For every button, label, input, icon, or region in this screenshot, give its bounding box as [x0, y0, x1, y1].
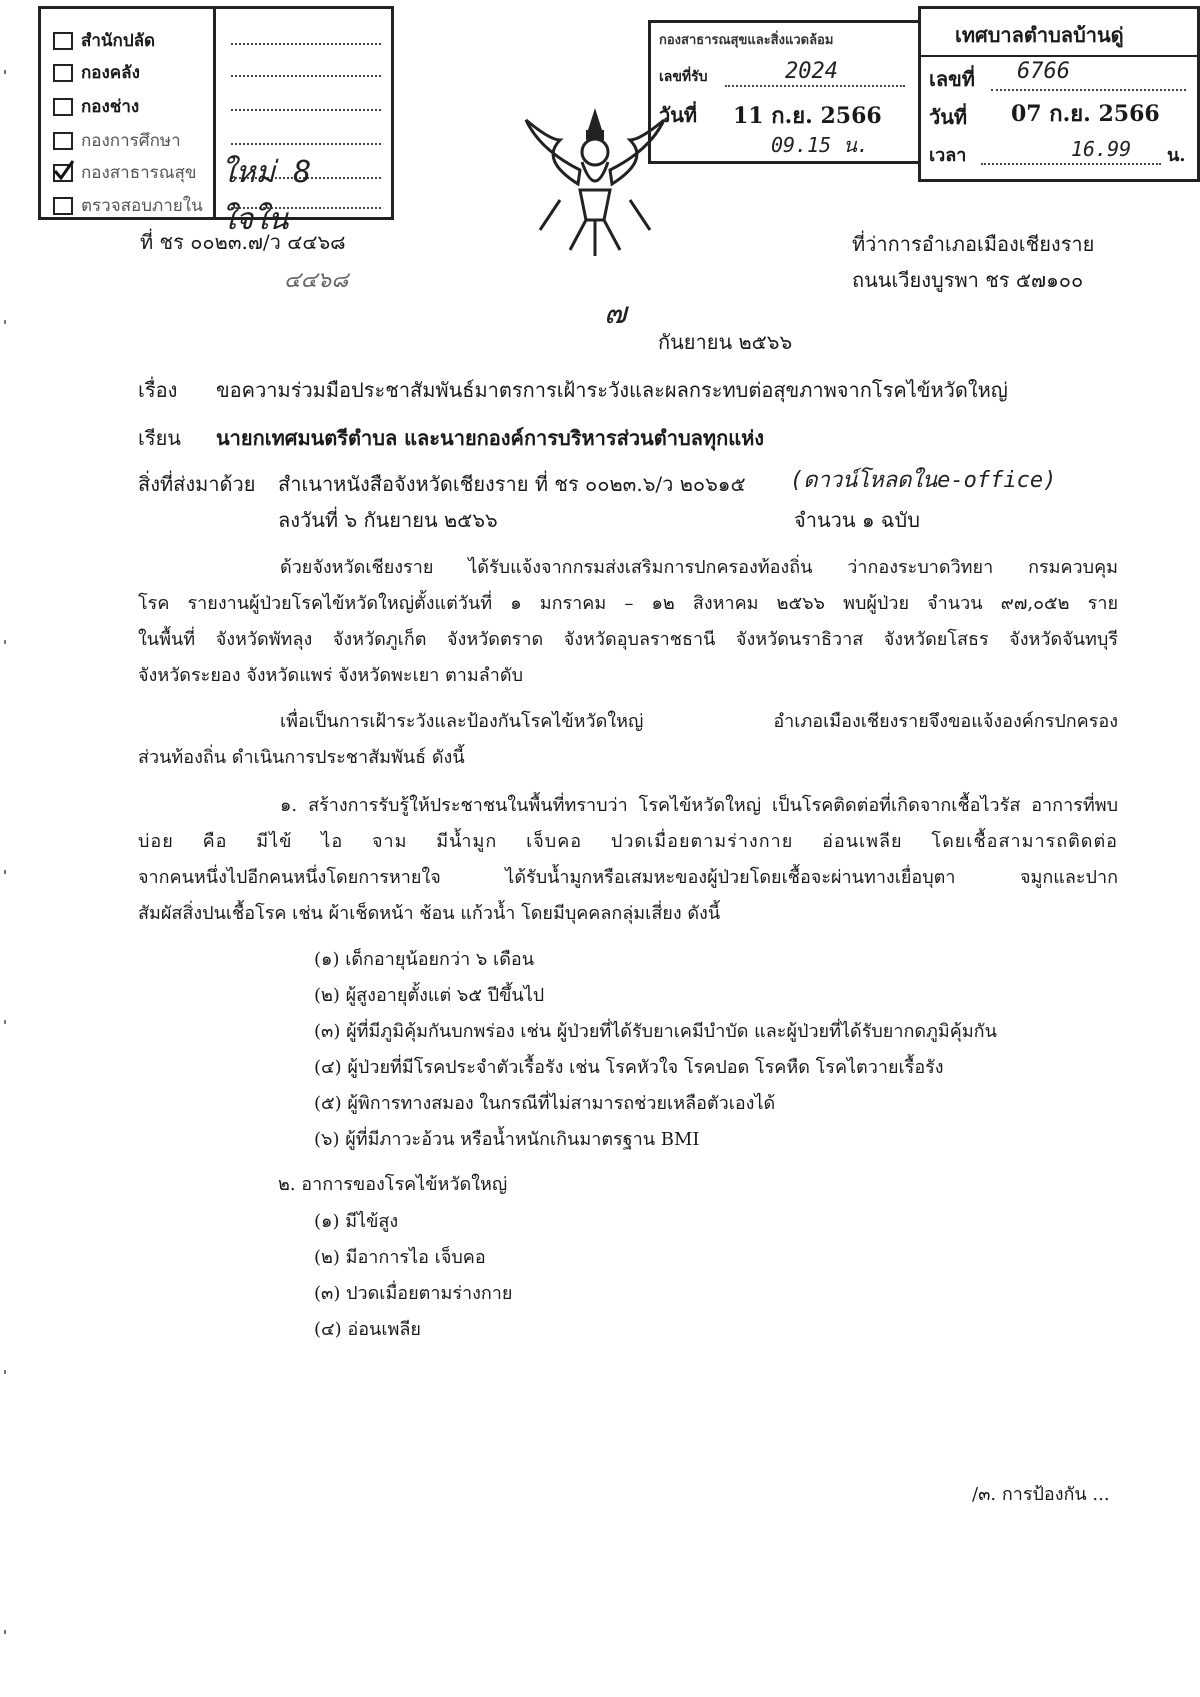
symptom-item: (๓) ปวดเมื่อยตามร่างกาย [314, 1283, 513, 1304]
garuda-emblem-icon [520, 100, 670, 260]
paragraph-1-line-0: ด้วยจังหวัดเชียงราย ได้รับแจ้งจากกรมส่งเสริมการปกครองท้องถิ่น ว่ากองระบาดวิทยา กรมควบคุม [280, 557, 1118, 578]
receipt-number-value: 2024 [785, 59, 838, 84]
paragraph-3-line-3: สัมผัสสิ่งปนเชื้อโรค เช่น ผ้าเช็ดหน้า ช้อน แก้วน้ำ โดยมีบุคคลกลุ่มเสี่ยง ดังนี้ [138, 903, 721, 924]
dotted-line [981, 163, 1161, 165]
enclosure-handwriting: (ดาวน์โหลดในe-office) [790, 468, 1057, 493]
scan-noise [4, 870, 6, 874]
receipt2-number-label: เลขที่ [929, 67, 975, 91]
paragraph-1-line-3: จังหวัดระยอง จังหวัดแพร่ จังหวัดพะเยา ตามลำดับ [138, 665, 524, 686]
paragraph-2-line-0: เพื่อเป็นการเฝ้าระวังและป้องกันโรคไข้หวัดใหญ่ อำเภอเมืองเชียงรายจึงขอแจ้งองค์กรปกครอง [280, 711, 1118, 732]
paragraph-1-line-1: โรค รายงานผู้ป่วยโรคไข้หวัดใหญ่ตั้งแต่วันที่ ๑ มกราคม – ๑๒ สิงหาคม ๒๕๖๖ พบผู้ป่วย จำนวน ๙๗,๐๕๒ ราย [138, 593, 1118, 614]
symptom-item: (๒) มีอาการไอ เจ็บคอ [314, 1247, 486, 1268]
doc-number-hand: ๔๔๖๘ [284, 268, 349, 293]
risk-group-item: (๔) ผู้ป่วยที่มีโรคประจำตัวเรื้อรัง เช่น โรคหัวใจ โรคปอด โรคหืด โรคไตวายเรื้อรัง [314, 1057, 944, 1078]
enclosure-line1: สำเนาหนังสือจังหวัดเชียงราย ที่ ชร ๐๐๒๓.๖/ว ๒๐๖๑๕ [278, 472, 746, 496]
dotted-line [231, 75, 381, 77]
paragraph-3 [138, 788, 1118, 932]
receipt2-time-label: เวลา [929, 145, 967, 166]
receipt2-time-unit: น. [1167, 145, 1186, 166]
checkbox-icon [53, 98, 73, 116]
scan-noise [4, 1020, 6, 1024]
office-address-line1: ที่ว่าการอำเภอเมืองเชียงราย [852, 232, 1095, 256]
subject-text: ขอความร่วมมือประชาสัมพันธ์มาตรการเฝ้าระวังและผลกระทบต่อสุขภาพจากโรคไข้หวัดใหญ่ [216, 378, 1008, 402]
dotted-line [231, 109, 381, 111]
checkbox-icon [53, 197, 73, 215]
receipt-stamp-1-title: กองสาธารณสุขและสิ่งแวดล้อม [659, 33, 834, 48]
dotted-line [231, 43, 381, 45]
receipt-stamp-2-title: เทศบาลตำบลบ้านดู่ [955, 23, 1124, 47]
enclosure-label: สิ่งที่ส่งมาด้วย [138, 472, 256, 496]
checked-checkbox-icon [53, 164, 73, 182]
receipt2-number-value: 6766 [1017, 59, 1070, 84]
paragraph-1 [138, 550, 1118, 694]
routing-handwriting: ใหม่ 8 ใจใน [221, 155, 312, 237]
to-text: นายกเทศมนตรีตำบล และนายกองค์การบริหารส่วนตำบลทุกแห่ง [216, 426, 765, 450]
routing-item-1: กองคลัง [53, 59, 140, 86]
scan-noise [4, 1630, 6, 1634]
symptoms-heading: ๒. อาการของโรคไข้หวัดใหญ่ [278, 1174, 508, 1195]
symptom-item: (๔) อ่อนเพลีย [314, 1319, 421, 1340]
checkbox-icon [53, 32, 73, 50]
dotted-line [231, 143, 381, 145]
receipt2-date-value: 07 ก.ย. 2566 [1011, 101, 1160, 127]
stamp-divider [921, 55, 1197, 57]
routing-stamp-divider [213, 9, 216, 217]
date-day-hand: ๗ [604, 296, 627, 331]
receipt-date-label: วันที่ [659, 103, 698, 127]
paragraph-2-line-1: ส่วนท้องถิ่น ดำเนินการประชาสัมพันธ์ ดังนี้ [138, 747, 465, 768]
routing-item-4: กองสาธารณสุข [53, 159, 197, 186]
symptom-item: (๑) มีไข้สูง [314, 1211, 399, 1232]
office-address-line2: ถนนเวียงบูรพา ชร ๕๗๑๐๐ [852, 268, 1084, 292]
scan-noise [4, 320, 6, 324]
routing-stamp [38, 6, 394, 237]
to-label: เรียน [138, 426, 181, 450]
dotted-line [725, 85, 905, 87]
receipt-stamp-2 [918, 6, 1200, 182]
receipt2-date-label: วันที่ [929, 105, 968, 129]
routing-item-3: กองการศึกษา [53, 127, 181, 154]
date-line: กันยายน ๒๕๖๖ [658, 330, 793, 354]
receipt-stamp-1 [648, 20, 919, 164]
scan-noise [4, 1370, 6, 1374]
risk-group-item: (๑) เด็กอายุน้อยกว่า ๖ เดือน [314, 949, 534, 970]
scan-noise [4, 640, 6, 644]
routing-item-0: สำนักปลัด [53, 27, 155, 54]
continued-marker: /๓. การป้องกัน ... [972, 1484, 1110, 1505]
receipt2-time-value: 16.99 [1071, 137, 1132, 161]
doc-number: ที่ ชร ๐๐๒๓.๗/ว ๔๔๖๘ [140, 230, 346, 254]
risk-group-item: (๕) ผู้พิการทางสมอง ในกรณีที่ไม่สามารถช่วยเหลือตัวเองได้ [314, 1093, 776, 1114]
symptom-list [314, 1204, 914, 1348]
paragraph-1-line-2: ในพื้นที่ จังหวัดพัทลุง จังหวัดภูเก็ต จังหวัดตราด จังหวัดอุบลราชธานี จังหวัดนราธิวาส จังหวัดยโสธร จังหวัดจันทบุรี [138, 629, 1118, 650]
enclosure-line2: ลงวันที่ ๖ กันยายน ๒๕๖๖ [278, 508, 498, 532]
paragraph-3-line-2: จากคนหนึ่งไปอีกคนหนึ่งโดยการหายใจ ได้รับน้ำมูกหรือเสมหะของผู้ป่วยโดยเชื้อจะผ่านทางเยื่อบุตา จมูกและปาก [138, 867, 1118, 888]
subject-label: เรื่อง [138, 378, 178, 402]
risk-group-item: (๓) ผู้ที่มีภูมิคุ้มกันบกพร่อง เช่น ผู้ป่วยที่ได้รับยาเคมีบำบัด และผู้ป่วยที่ได้รับยากดภูมิคุ้มกัน [314, 1021, 997, 1042]
routing-item-5: ตรวจสอบภายใน [53, 192, 203, 219]
receipt-date-value: 11 ก.ย. 2566 [733, 103, 882, 129]
scan-noise [4, 70, 6, 74]
dotted-line [991, 89, 1186, 91]
enclosure-qty: จำนวน ๑ ฉบับ [794, 508, 920, 532]
paragraph-3-line-0: ๑. สร้างการรับรู้ให้ประชาชนในพื้นที่ทราบว่า โรคไข้หวัดใหญ่ เป็นโรคติดต่อที่เกิดจากเชื้อไวรัส อาการที่พบ [280, 795, 1118, 816]
risk-group-item: (๖) ผู้ที่มีภาวะอ้วน หรือน้ำหนักเกินมาตรฐาน BMI [314, 1129, 700, 1150]
checkbox-icon [53, 64, 73, 82]
paragraph-3-line-1: บ่อย คือ มีไข้ ไอ จาม มีน้ำมูก เจ็บคอ ปวดเมื่อยตามร่างกาย อ่อนเพลีย โดยเชื้อสามารถติดต่อ [138, 831, 1118, 852]
risk-group-list [314, 942, 1114, 1158]
paragraph-2 [138, 704, 1118, 776]
receipt-number-label: เลขที่รับ [659, 69, 708, 85]
risk-group-item: (๒) ผู้สูงอายุตั้งแต่ ๖๕ ปีขึ้นไป [314, 985, 545, 1006]
routing-item-2: กองช่าง [53, 93, 139, 120]
checkbox-icon [53, 132, 73, 150]
receipt-time-value: 09.15 น. [771, 133, 869, 157]
